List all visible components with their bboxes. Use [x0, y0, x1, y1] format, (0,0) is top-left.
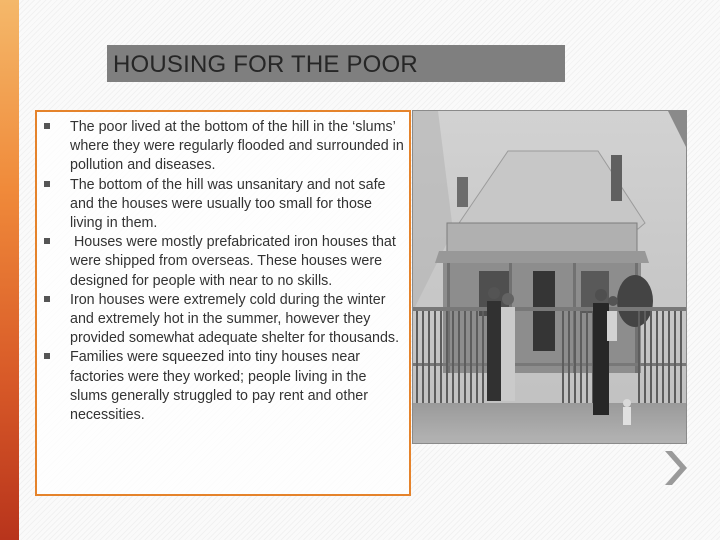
square-bullet-icon [44, 181, 50, 187]
square-bullet-icon [44, 238, 50, 244]
square-bullet-icon [44, 296, 50, 302]
bullet-list [37, 118, 408, 425]
square-bullet-icon [44, 123, 50, 129]
house-photo-illustration [413, 111, 687, 444]
bullet-item [37, 176, 405, 234]
bullet-item [37, 118, 408, 176]
title-bar [107, 45, 565, 82]
bullet-text: Families were squeezed into tiny houses near factories were they worked; people living in the slums generally struggled to pay rent and other necessities. [70, 349, 373, 424]
bullet-text: Houses were mostly prefabricated iron houses that were shipped from overseas. These houses were designed for people with near to no skills. [70, 234, 400, 289]
bullet-item [37, 233, 405, 291]
bullet-text: Iron houses were extremely cold during the winter and extremely hot in the summer, however they provided somewhat adequate shelter for thousands. [70, 291, 400, 347]
text-panel [35, 110, 411, 496]
bullet-text: The bottom of the hill was unsanitary and not safe and the houses were usually too small for those living in them. [70, 176, 390, 232]
bullet-item [37, 348, 405, 425]
slum-house-photo [412, 110, 687, 444]
square-bullet-icon [44, 353, 50, 359]
bullet-item [37, 291, 405, 349]
slide-title: HOUSING FOR THE POOR [113, 51, 418, 78]
bullet-text: The poor lived at the bottom of the hill in the ‘slums’ where they were regularly flooded and surrounded in pollution and diseases. [70, 119, 408, 174]
decorative-side-bar [0, 0, 19, 540]
chevron-right-icon[interactable] [662, 448, 688, 488]
